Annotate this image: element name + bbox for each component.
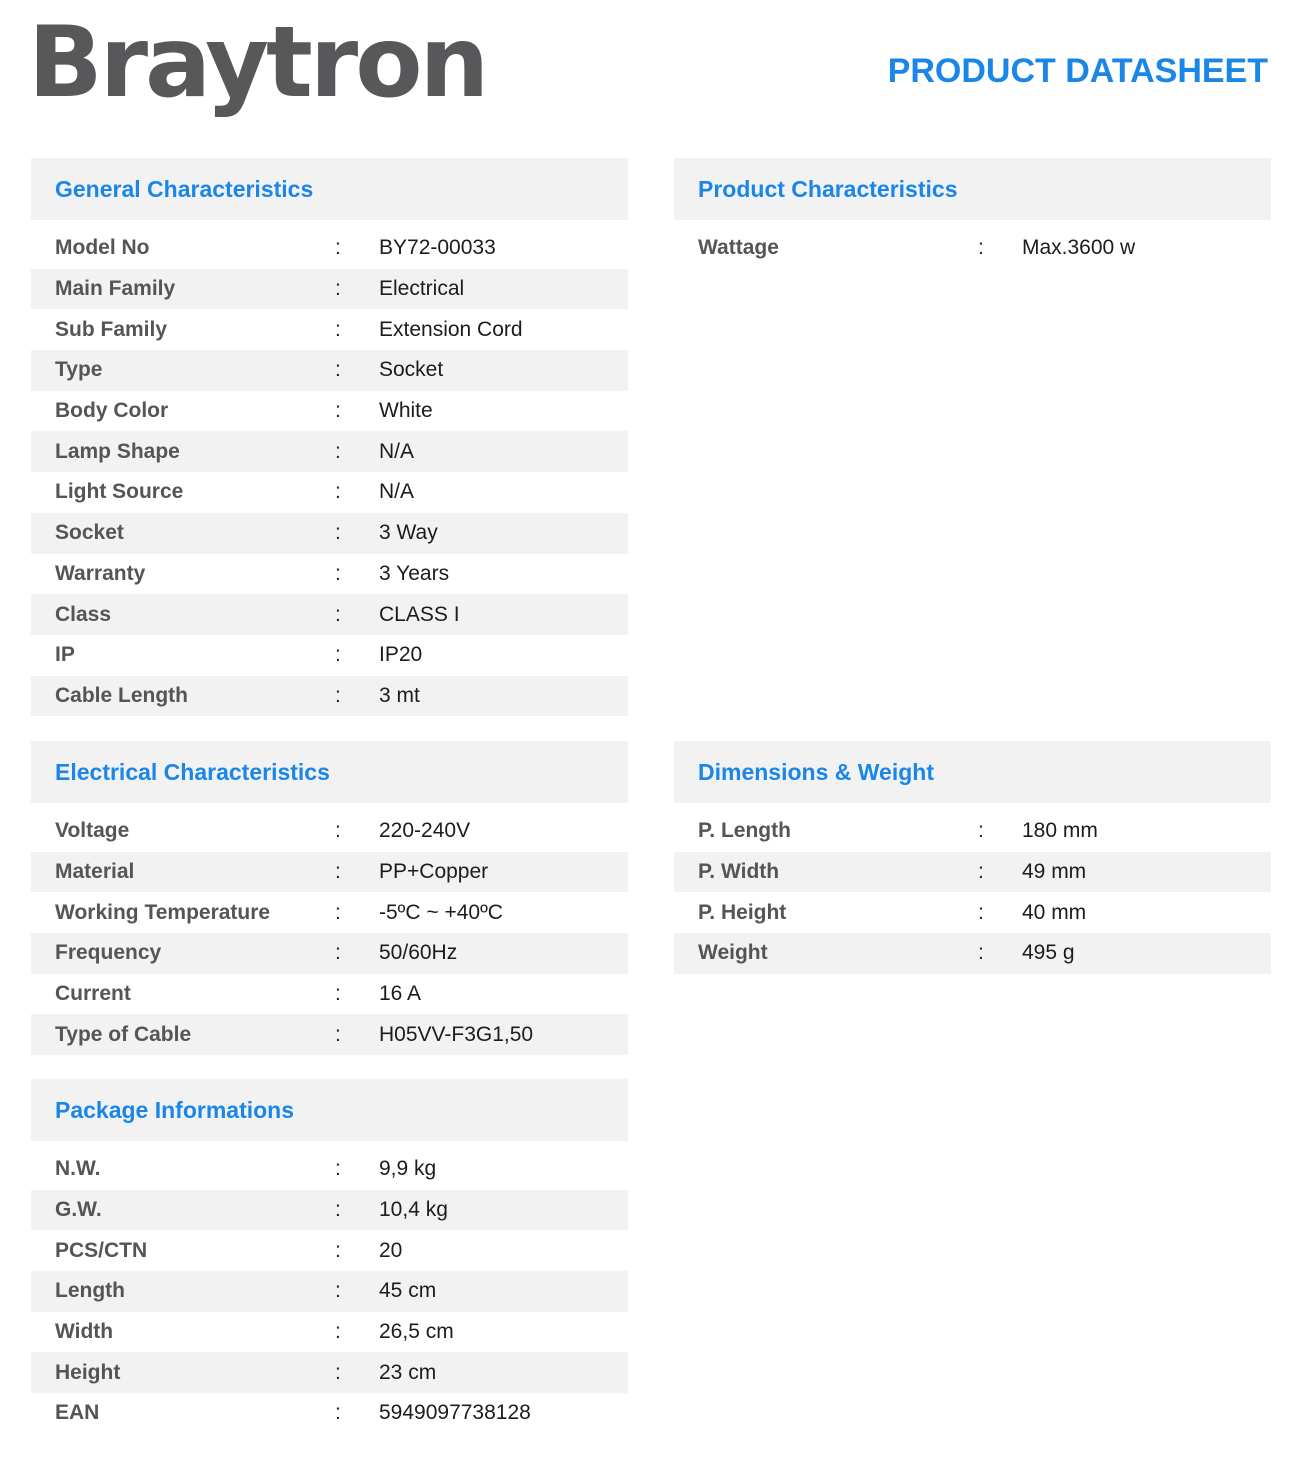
spec-list: [31, 1149, 628, 1434]
spec-separator: :: [335, 900, 341, 924]
spec-value: 5949097738128: [379, 1401, 531, 1425]
section-title: Dimensions & Weight: [674, 741, 1271, 803]
electrical-characteristics-section: [31, 741, 628, 1055]
spec-label: N.W.: [55, 1157, 101, 1181]
spec-value: -5ºC ~ +40ºC: [379, 900, 503, 924]
spec-row: [31, 513, 628, 554]
spec-row: [31, 472, 628, 513]
spec-value: 40 mm: [1022, 900, 1087, 924]
spec-separator: :: [335, 683, 341, 707]
spec-row: [31, 228, 628, 269]
spec-separator: :: [978, 236, 984, 260]
package-informations-section: [31, 1079, 628, 1434]
spec-row: [31, 431, 628, 472]
document-title: PRODUCT DATASHEET: [887, 52, 1268, 90]
spec-row: [674, 933, 1271, 974]
spec-separator: :: [335, 1198, 341, 1222]
spec-separator: :: [335, 941, 341, 965]
spec-row: [31, 892, 628, 933]
spec-label: Current: [55, 982, 131, 1006]
spec-label: Warranty: [55, 561, 146, 585]
spec-separator: :: [978, 819, 984, 843]
spec-row: [674, 228, 1271, 269]
spec-list: [31, 228, 628, 716]
spec-row: [674, 811, 1271, 852]
product-characteristics-section: [674, 158, 1271, 269]
spec-value: CLASS I: [379, 602, 460, 626]
general-characteristics-section: [31, 158, 628, 716]
spec-value: 45 cm: [379, 1279, 437, 1303]
spec-row: [31, 933, 628, 974]
spec-row: [31, 1312, 628, 1353]
spec-list: [674, 228, 1271, 269]
spec-separator: :: [335, 277, 341, 301]
spec-separator: :: [335, 1279, 341, 1303]
spec-separator: :: [335, 1238, 341, 1262]
spec-row: [31, 1352, 628, 1393]
spec-label: Socket: [55, 521, 124, 545]
spec-row: [31, 594, 628, 635]
spec-label: Weight: [698, 941, 768, 965]
spec-label: P. Width: [698, 860, 780, 884]
spec-label: Material: [55, 860, 135, 884]
spec-row: [31, 1190, 628, 1231]
spec-value: PP+Copper: [379, 860, 489, 884]
spec-label: Type of Cable: [55, 1022, 192, 1046]
spec-separator: :: [335, 480, 341, 504]
spec-label: Height: [55, 1360, 121, 1384]
spec-row: [31, 635, 628, 676]
spec-value: Extension Cord: [379, 317, 523, 341]
spec-row: [31, 852, 628, 893]
section-title: General Characteristics: [31, 158, 628, 220]
spec-row: [31, 309, 628, 350]
spec-separator: :: [335, 1401, 341, 1425]
spec-label: IP: [55, 643, 75, 667]
spec-row: [31, 391, 628, 432]
spec-label: P. Length: [698, 819, 791, 843]
spec-separator: :: [335, 236, 341, 260]
spec-value: 10,4 kg: [379, 1198, 448, 1222]
spec-value: 220-240V: [379, 819, 471, 843]
spec-value: 180 mm: [1022, 819, 1098, 843]
spec-value: BY72-00033: [379, 236, 496, 260]
section-title: Package Informations: [31, 1079, 628, 1141]
spec-value: 3 mt: [379, 683, 420, 707]
spec-value: White: [379, 399, 433, 423]
spec-row: [31, 1230, 628, 1271]
spec-row: [31, 1014, 628, 1055]
spec-value: 26,5 cm: [379, 1320, 454, 1344]
spec-row: [31, 676, 628, 717]
spec-row: [31, 1149, 628, 1190]
spec-value: Max.3600 w: [1022, 236, 1136, 260]
spec-separator: :: [335, 358, 341, 382]
spec-label: Lamp Shape: [55, 439, 180, 463]
spec-row: [674, 852, 1271, 893]
spec-row: [31, 269, 628, 310]
spec-separator: :: [335, 1157, 341, 1181]
spec-value: 49 mm: [1022, 860, 1087, 884]
spec-value: IP20: [379, 643, 423, 667]
spec-label: EAN: [55, 1401, 100, 1425]
spec-label: Width: [55, 1320, 114, 1344]
spec-row: [31, 1271, 628, 1312]
spec-label: Body Color: [55, 399, 169, 423]
spec-separator: :: [978, 860, 984, 884]
spec-row: [31, 1393, 628, 1434]
spec-separator: :: [335, 1022, 341, 1046]
spec-value: 495 g: [1022, 941, 1075, 965]
spec-label: Working Temperature: [55, 900, 271, 924]
spec-separator: :: [335, 399, 341, 423]
spec-label: Voltage: [55, 819, 130, 843]
spec-value: 20: [379, 1238, 403, 1262]
spec-separator: :: [978, 900, 984, 924]
spec-separator: :: [335, 860, 341, 884]
spec-row: [674, 892, 1271, 933]
brand-logo: Braytron: [28, 6, 487, 120]
spec-separator: :: [335, 521, 341, 545]
spec-separator: :: [335, 643, 341, 667]
spec-separator: :: [335, 1320, 341, 1344]
spec-label: Light Source: [55, 480, 184, 504]
spec-list: [674, 811, 1271, 974]
spec-value: H05VV-F3G1,50: [379, 1022, 534, 1046]
spec-separator: :: [335, 317, 341, 341]
spec-label: P. Height: [698, 900, 787, 924]
spec-label: Class: [55, 602, 112, 626]
spec-label: Length: [55, 1279, 125, 1303]
spec-list: [31, 811, 628, 1055]
spec-label: Wattage: [698, 236, 779, 260]
spec-value: 3 Years: [379, 561, 450, 585]
spec-row: [31, 350, 628, 391]
spec-value: N/A: [379, 439, 415, 463]
section-title: Electrical Characteristics: [31, 741, 628, 803]
spec-value: Socket: [379, 358, 444, 382]
spec-separator: :: [335, 561, 341, 585]
spec-value: 9,9 kg: [379, 1157, 437, 1181]
spec-label: PCS/CTN: [55, 1238, 148, 1262]
spec-separator: :: [335, 602, 341, 626]
spec-label: G.W.: [55, 1198, 102, 1222]
spec-value: 3 Way: [379, 521, 438, 545]
section-title: Product Characteristics: [674, 158, 1271, 220]
dimensions-weight-section: [674, 741, 1271, 974]
spec-separator: :: [335, 819, 341, 843]
spec-separator: :: [335, 439, 341, 463]
spec-value: 16 A: [379, 982, 422, 1006]
spec-row: [31, 554, 628, 595]
spec-value: N/A: [379, 480, 415, 504]
spec-label: Model No: [55, 236, 150, 260]
spec-label: Sub Family: [55, 317, 168, 341]
spec-value: 50/60Hz: [379, 941, 458, 965]
spec-value: 23 cm: [379, 1360, 437, 1384]
spec-value: Electrical: [379, 277, 465, 301]
spec-separator: :: [978, 941, 984, 965]
spec-label: Cable Length: [55, 683, 189, 707]
spec-label: Type: [55, 358, 103, 382]
spec-label: Frequency: [55, 941, 162, 965]
spec-separator: :: [335, 982, 341, 1006]
spec-label: Main Family: [55, 277, 176, 301]
spec-separator: :: [335, 1360, 341, 1384]
spec-row: [31, 974, 628, 1015]
spec-row: [31, 811, 628, 852]
